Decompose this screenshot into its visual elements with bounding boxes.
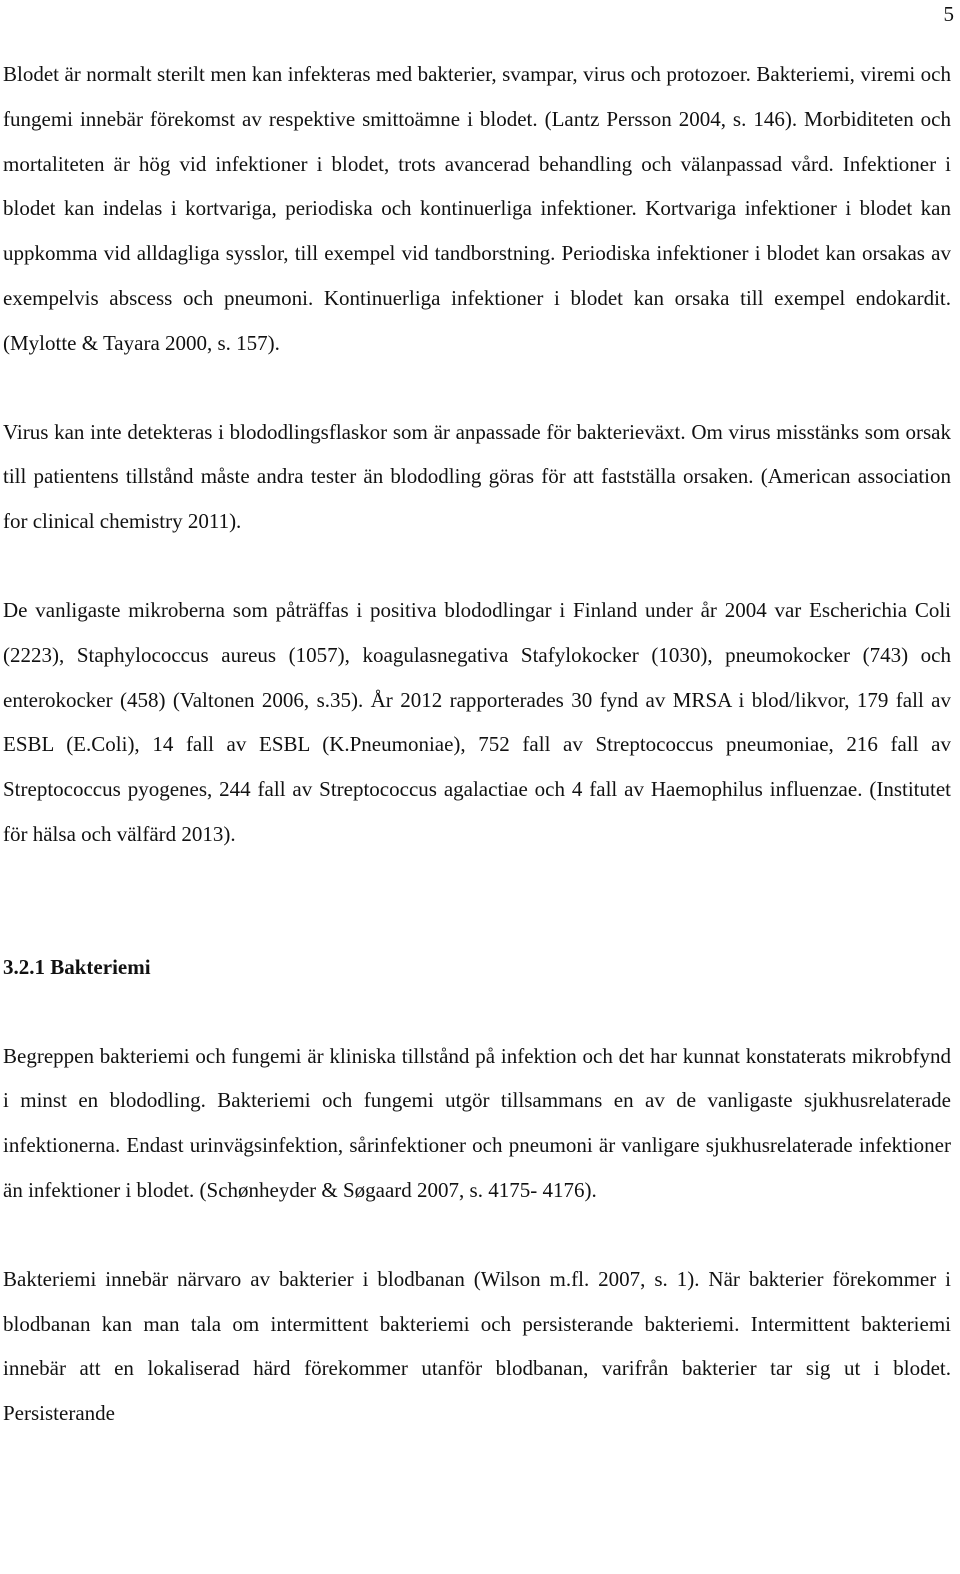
paragraph-bacteremia-types: Bakteriemi innebär närvaro av bakterier i blodbanan (Wilson m.fl. 2007, s. 1). När bakterier förekommer i blodbanan kan man tala om intermittent bakteriemi och persisterande bakteriemi. Intermittent bakteriemi innebär att en lokaliserad härd förekommer utanför blodbanan, varifrån bakterier tar sig ut i blodet. Persisterande	[3, 1266, 951, 1426]
paragraph-definitions: Begreppen bakteriemi och fungemi är kliniska tillstånd på infektion och det har kunnat konstaterats mikrobfynd i minst en blododling. Bakteriemi och fungemi utgör tillsammans en av de vanligaste sjukhusrelaterade infektionerna. Endast urinvägsinfektion, sårinfektioner och pneumoni är vanligare sjukhusrelaterade infektioner än infektioner i blodet. (Schønheyder & Søgaard 2007, s. 4175- 4176).	[3, 1043, 951, 1202]
section-spacer	[3, 857, 951, 945]
paragraph-virus-detection: Virus kan inte detekteras i blododlingsflaskor som är anpassade för bakterieväxt. Om virus misstänks som orsak till patientens tillstånd måste andra tester än blododling göras för att fastställa orsaken. (American association for clinical chemistry 2011).	[3, 419, 951, 534]
paragraph-bloodstream-infections: Blodet är normalt sterilt men kan infekteras med bakterier, svampar, virus och protozoer. Bakteriemi, viremi och fungemi innebär förekomst av respektive smittoämne i blodet. (Lantz Persson 2004, s. 146). Morbiditeten och mortaliteten är hög vid infektioner i blodet, trots avancerad behandling och välanpassad vård. Infektioner i blodet kan indelas i kortvariga, periodiska och kontinuerliga infektioner. Kortvariga infektioner i blodet kan uppkomma vid alldagliga sysslor, till exempel vid tandborstning. Periodiska infektioner i blodet kan orsakas av exempelvis abscess och pneumoni. Kontinuerliga infektioner i blodet kan orsaka till exempel endokardit. (Mylotte & Tayara 2000, s. 157).	[3, 62, 951, 355]
paragraph-spacer	[3, 544, 951, 588]
page-number: 5	[943, 2, 954, 26]
paragraph-spacer	[3, 1213, 951, 1257]
paragraph-spacer	[3, 990, 951, 1034]
paragraph-spacer	[3, 366, 951, 410]
paragraph-common-microbes: De vanligaste mikroberna som påträffas i positiva blododlingar i Finland under år 2004 var Escherichia Coli (2223), Staphylococcus aureus (1057), koagulasnegativa Stafylokocker (1030), pneumokocker (743) och enterokocker (458) (Valtonen 2006, s.35). År 2012 rapporterades 30 fynd av MRSA i blod/likvor, 179 fall av ESBL (E.Coli), 14 fall av ESBL (K.Pneumoniae), 752 fall av Streptococcus pneumoniae, 216 fall av Streptococcus pyogenes, 244 fall av Streptococcus agalactiae och 4 fall av Haemophilus influenzae. (Institutet för hälsa och välfärd 2013).	[3, 597, 951, 846]
document-body	[3, 52, 951, 1436]
section-heading: 3.2.1 Bakteriemi	[3, 954, 151, 979]
